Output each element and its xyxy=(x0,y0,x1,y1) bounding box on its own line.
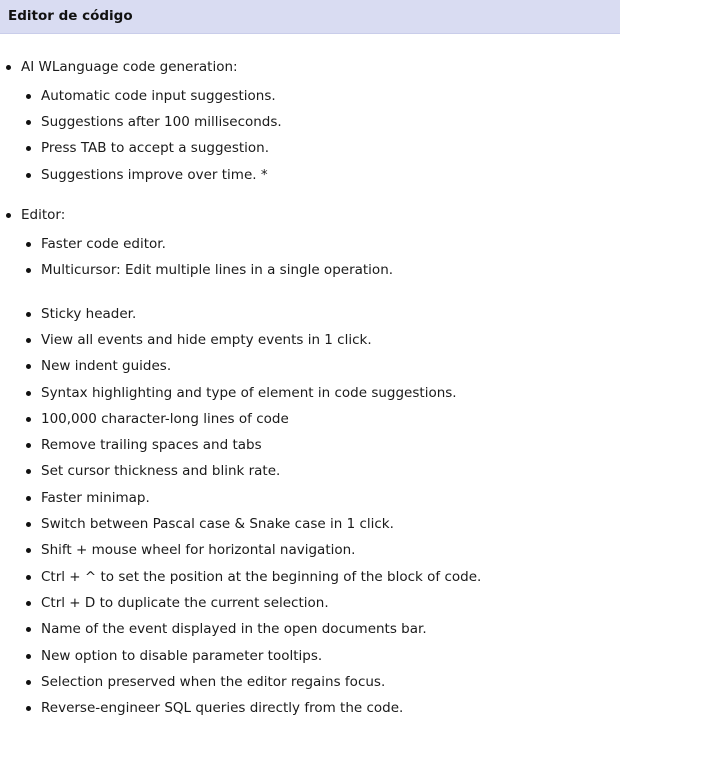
list-item: Syntax highlighting and type of element in code suggestions. xyxy=(41,385,457,401)
list-item: Sticky header. xyxy=(41,306,137,322)
bullet-icon xyxy=(6,65,11,70)
bullet-icon xyxy=(26,338,31,343)
list-item: Suggestions improve over time. * xyxy=(41,167,268,183)
bullet-icon xyxy=(26,242,31,247)
bullet-icon xyxy=(26,627,31,632)
section-label-ai: AI WLanguage code generation: xyxy=(21,59,238,75)
bullet-icon xyxy=(26,496,31,501)
bullet-icon xyxy=(26,312,31,317)
list-item: New indent guides. xyxy=(41,358,172,374)
bullet-icon xyxy=(26,268,31,273)
list-item: New option to disable parameter tooltips. xyxy=(41,648,323,664)
bullet-icon xyxy=(26,120,31,125)
bullet-icon xyxy=(26,680,31,685)
list-item: Automatic code input suggestions. xyxy=(41,88,276,104)
list-item: Faster code editor. xyxy=(41,236,166,252)
section-label-editor: Editor: xyxy=(21,207,66,223)
bullet-icon xyxy=(26,173,31,178)
bullet-icon xyxy=(6,213,11,218)
list-item: Ctrl + ^ to set the position at the beginning of the block of code. xyxy=(41,569,482,585)
list-item: Set cursor thickness and blink rate. xyxy=(41,463,281,479)
list-item: View all events and hide empty events in 1 click. xyxy=(41,332,372,348)
bullet-icon xyxy=(26,706,31,711)
list-item: Name of the event displayed in the open documents bar. xyxy=(41,621,427,637)
bullet-icon xyxy=(26,548,31,553)
bullet-icon xyxy=(26,391,31,396)
bullet-icon xyxy=(26,522,31,527)
list-item: 100,000 character-long lines of code xyxy=(41,411,289,427)
bullet-icon xyxy=(26,575,31,580)
list-item: Press TAB to accept a suggestion. xyxy=(41,140,270,156)
bullet-icon xyxy=(26,94,31,99)
list-item: Ctrl + D to duplicate the current selection. xyxy=(41,595,329,611)
list-item: Remove trailing spaces and tabs xyxy=(41,437,262,453)
list-item: Faster minimap. xyxy=(41,490,150,506)
list-item: Switch between Pascal case & Snake case in 1 click. xyxy=(41,516,394,532)
bullet-icon xyxy=(26,601,31,606)
list-item: Multicursor: Edit multiple lines in a single operation. xyxy=(41,262,394,278)
list-item: Suggestions after 100 milliseconds. xyxy=(41,114,282,130)
list-item: Reverse-engineer SQL queries directly from the code. xyxy=(41,700,404,716)
bullet-icon xyxy=(26,443,31,448)
bullet-icon xyxy=(26,654,31,659)
bullet-icon xyxy=(26,146,31,151)
bullet-icon xyxy=(26,469,31,474)
bullet-icon xyxy=(26,417,31,422)
list-item: Shift + mouse wheel for horizontal navigation. xyxy=(41,542,356,558)
section-title: Editor de código xyxy=(8,8,133,24)
bullet-icon xyxy=(26,364,31,369)
list-item: Selection preserved when the editor regains focus. xyxy=(41,674,386,690)
section-header xyxy=(0,0,620,34)
